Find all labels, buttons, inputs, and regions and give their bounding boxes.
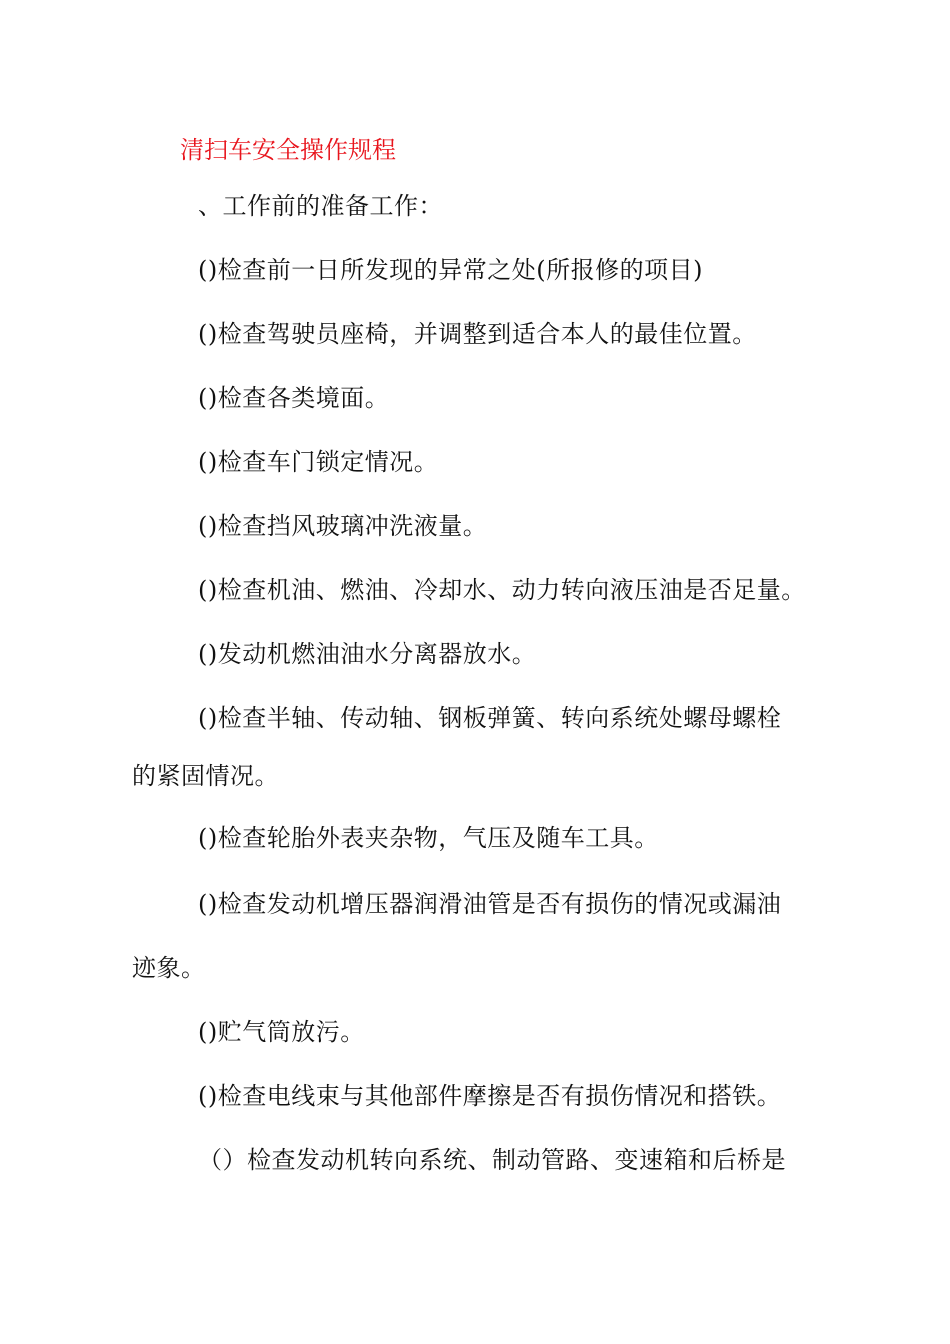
checklist-item: （）检查发动机转向系统、制动管路、变速箱和后桥是 [198, 1146, 786, 1174]
checklist-item: ()检查驾驶员座椅，并调整到适合本人的最佳位置。 [198, 320, 757, 348]
checklist-item-continuation: 迹象。 [132, 954, 206, 982]
checklist-item-continuation: 的紧固情况。 [132, 762, 279, 790]
checklist-item: ()贮气筒放污。 [198, 1018, 365, 1046]
checklist-item: ()检查各类境面。 [198, 384, 390, 412]
checklist-item: ()检查前一日所发现的异常之处(所报修的项目) [198, 256, 703, 284]
checklist-item: ()检查车门锁定情况。 [198, 448, 439, 476]
checklist-item: ()检查挡风玻璃冲洗液量。 [198, 512, 488, 540]
checklist-item: ()检查机油、燃油、冷却水、动力转向液压油是否足量。 [198, 576, 806, 604]
checklist-item: ()检查轮胎外表夹杂物，气压及随车工具。 [198, 824, 659, 852]
checklist-item: ()检查电线束与其他部件摩擦是否有损伤情况和搭铁。 [198, 1082, 782, 1110]
checklist-item: ()发动机燃油油水分离器放水。 [198, 640, 537, 668]
document-title: 清扫车安全操作规程 [180, 136, 396, 164]
section-heading: 、工作前的准备工作： [198, 192, 443, 220]
checklist-item: ()检查发动机增压器润滑油管是否有损伤的情况或漏油 [198, 890, 782, 918]
checklist-item: ()检查半轴、传动轴、钢板弹簧、转向系统处螺母螺栓 [198, 704, 782, 732]
